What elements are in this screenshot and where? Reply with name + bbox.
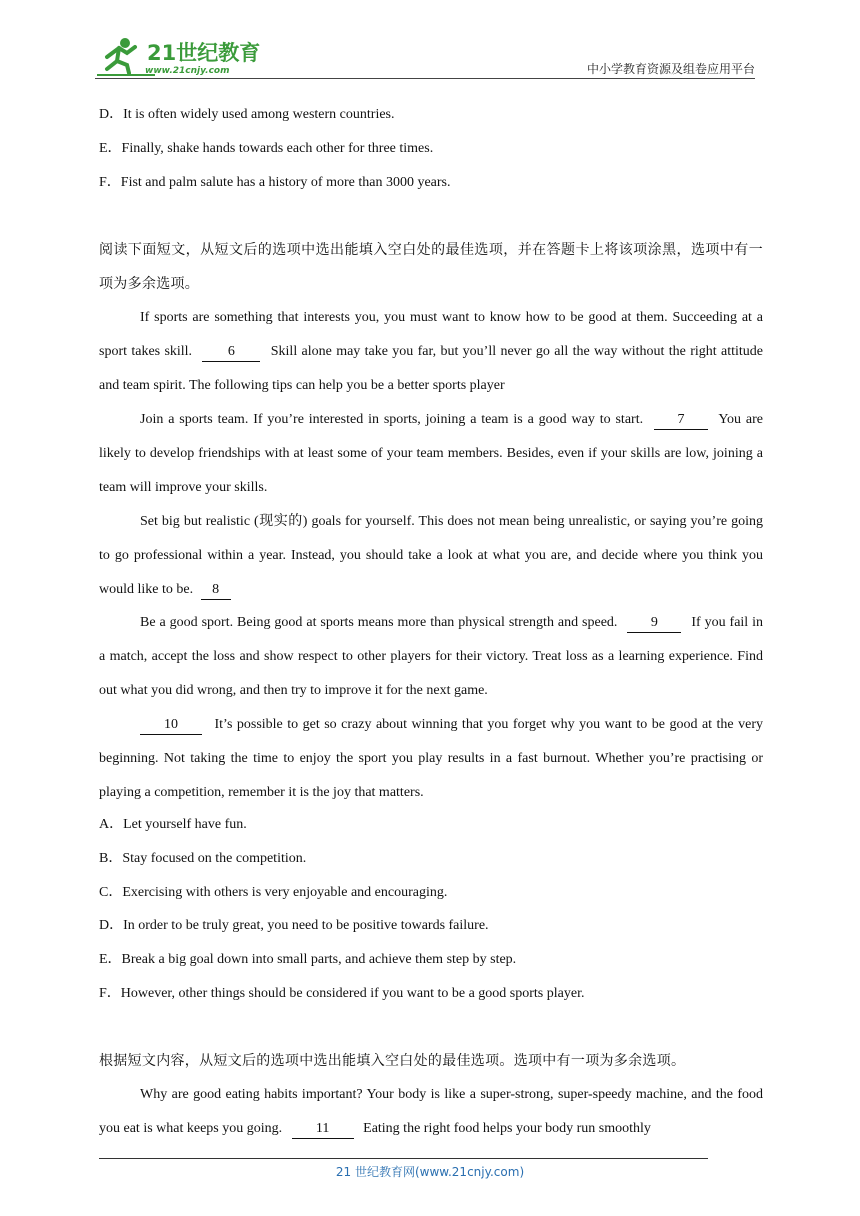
option-b: B．Stay focused on the competition.: [99, 851, 307, 866]
prev-option-d: D．It is often widely used among western countries.: [99, 107, 395, 122]
option-c: C．Exercising with others is very enjoyable and encouraging.: [99, 885, 448, 900]
paragraph-text: Skill alone may take you far, but you’ll never go all the way without the right attitude and team spirit. The following tips can help you be a better sports player: [99, 344, 763, 393]
header-divider: [95, 78, 755, 79]
logo-21cnjy: [95, 35, 260, 77]
paragraph-text: Join a sports team. If you’re interested in sports, joining a team is a good way to start.: [140, 412, 644, 427]
paragraph-text: If sports are something that interests you, you must want to know how to be good at them. Succeeding at a sport takes skill.: [99, 310, 763, 359]
page-header: [95, 30, 755, 80]
paragraph-text: Set big but realistic (现实的) goals for yourself. This does not mean being unrealistic, or saying you’re going to go professional within a year. Instead, you should take a look at what you are, and decide where you think you would like to be.: [99, 514, 763, 597]
section2-instruction: 阅读下面短文，从短文后的选项中选出能填入空白处的最佳选项，并在答题卡上将该项涂黑，选项中有一项为多余选项。: [99, 242, 763, 292]
footer-link[interactable]: 21 世纪教育网(www.21cnjy.com): [335, 1165, 525, 1179]
svg-text:www.21cnjy.com: www.21cnjy.com: [145, 66, 230, 76]
blank-6: 6: [202, 343, 260, 362]
section2-paragraph-2: [99, 403, 763, 505]
svg-text:21世纪教育: 21世纪教育: [147, 41, 260, 65]
option-f: F．However, other things should be considered if you want to be a good sports player.: [99, 986, 585, 1001]
section2-paragraph-4: [99, 606, 763, 708]
footer-divider: [99, 1158, 708, 1159]
paragraph-text: It’s possible to get so crazy about winning that you forget why you want to be good at the very beginning. Not taking the time to enjoy the sport you play results in a fast burnout. Whether you’re practising or playing a competition, remember it is the joy that matters.: [99, 717, 764, 800]
platform-title: 中小学教育资源及组卷应用平台: [586, 62, 755, 76]
section2-paragraph-5: [99, 708, 763, 810]
blank-11: 11: [292, 1120, 354, 1139]
option-d: D．In order to be truly great, you need to be positive towards failure.: [99, 918, 489, 933]
blank-7: 7: [654, 411, 708, 430]
section2-paragraph-3: [99, 505, 763, 607]
paragraph-text: Be a good sport. Being good at sports means more than physical strength and speed.: [140, 615, 618, 630]
prev-option-e: E．Finally, shake hands towards each other for three times.: [99, 141, 434, 156]
paragraph-text: Eating the right food helps your body run smoothly: [363, 1121, 651, 1136]
paragraph-text: You are likely to develop friendships with at least some of your team members. Besides, even if your skills are low, joining a team will improve your skills.: [99, 412, 763, 495]
blank-9: 9: [627, 614, 681, 633]
blank-8: 8: [201, 581, 231, 600]
blank-10: 10: [140, 716, 202, 735]
prev-option-f: F．Fist and palm salute has a history of more than 3000 years.: [99, 175, 451, 190]
paragraph-text: If you fail in a match, accept the loss and show respect to other players for their victory. Treat loss as a learning experience. Find out what you did wrong, and then try to improve it for the next game.: [99, 615, 764, 698]
section2-paragraph-1: [99, 301, 763, 403]
paragraph-text: Why are good eating habits important? Your body is like a super-strong, super-speedy machine, and the food you eat is what keeps you going.: [99, 1087, 763, 1136]
section3-paragraph-1: [99, 1078, 763, 1146]
section3-instruction: 根据短文内容，从短文后的选项中选出能填入空白处的最佳选项。选项中有一项为多余选项。: [99, 1053, 686, 1069]
option-a: A．Let yourself have fun.: [99, 817, 247, 832]
option-e: E．Break a big goal down into small parts, and achieve them step by step.: [99, 952, 517, 967]
